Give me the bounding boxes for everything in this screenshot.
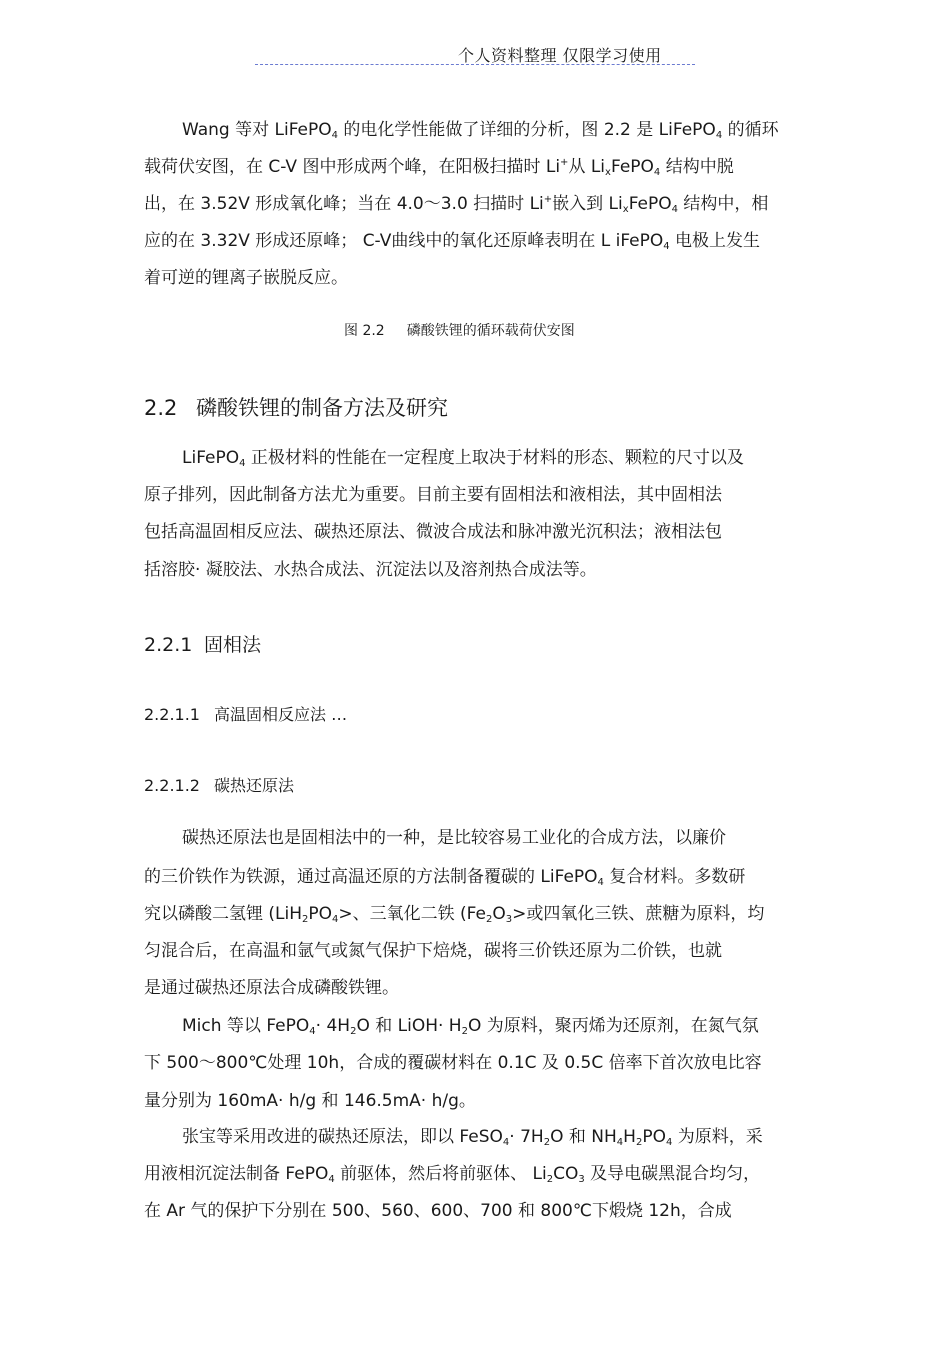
figure-caption bbox=[344, 320, 575, 340]
paragraph-line: 原子排列，因此制备方法尤为重要。目前主要有固相法和液相法，其中固相法 bbox=[144, 485, 722, 505]
subsubsection-heading: 2.2.1.2 碳热还原法 bbox=[144, 776, 295, 795]
paragraph-line: 用液相沉淀法制备 FePO$_4$ 前驱体，然后将前驱体、 $Li_2CO_3$ 及导电碳黑混合均匀， bbox=[144, 1164, 761, 1185]
paragraph-line: 出，在 3.52V 形成氧化峰；当在 4.0～3.0 扫描时 Li+嵌入到 $Li_xFePO_4$ 结构中，相 bbox=[144, 194, 769, 215]
paragraph-line: Wang 等对 LiFePO$_4$ 的电化学性能做了详细的分析，图 2.2 是 LiFePO$_4$ 的循环 bbox=[182, 120, 779, 141]
section-heading: 2.2 磷酸铁锂的制备方法及研究 bbox=[144, 396, 448, 420]
subsection-heading: 2.2.1 固相法 bbox=[144, 634, 262, 656]
paragraph-line: 载荷伏安图，在 C-V 图中形成两个峰，在阳极扫描时 Li+从 $Li_xFePO_4$ 结构中脱 bbox=[144, 157, 734, 178]
paragraph-line: 量分别为 160mA· h/g 和 146.5mA· h/g。 bbox=[144, 1091, 476, 1111]
paragraph-line: 张宝等采用改进的碳热还原法，即以 FeSO$_4$· $7H_2O$ 和 $NH_4H_2PO_4$ 为原料，采 bbox=[182, 1127, 763, 1148]
paragraph-line: 应的在 3.32V 形成还原峰； C-V曲线中的氧化还原峰表明在 L iFePO$_4$ 电极上发生 bbox=[144, 231, 761, 252]
figure-label: 图 2.2 bbox=[344, 323, 385, 339]
paragraph-line: 在 Ar 气的保护下分别在 500、560、600、700 和 800℃下煅烧 12h，合成 bbox=[144, 1201, 732, 1221]
paragraph-line: 着可逆的锂离子嵌脱反应。 bbox=[144, 268, 348, 288]
paragraph-line: 是通过碳热还原法合成磷酸铁锂。 bbox=[144, 978, 399, 998]
page-header: 个人资料整理 仅限学习使用 bbox=[458, 46, 662, 65]
paragraph-line: 括溶胶· 凝胶法、水热合成法、沉淀法以及溶剂热合成法等。 bbox=[144, 560, 597, 580]
figure-caption-text: 磷酸铁锂的循环载荷伏安图 bbox=[406, 323, 575, 339]
paragraph-line: 的三价铁作为铁源，通过高温还原的方法制备覆碳的 LiFePO$_4$ 复合材料。多数研 bbox=[144, 867, 746, 888]
paragraph-line: 究以磷酸二氢锂 ($LiH_2PO_4>$、三氧化二铁 ($Fe_2O_3>$或四氧化三铁、蔗糖为原料，均 bbox=[144, 904, 765, 925]
paragraph-line: 碳热还原法也是固相法中的一种，是比较容易工业化的合成方法，以廉价 bbox=[182, 828, 726, 848]
header-rule bbox=[255, 64, 695, 65]
subsubsection-heading: 2.2.1.1 高温固相反应法 … bbox=[144, 705, 348, 724]
paragraph-line: LiFePO$_4$ 正极材料的性能在一定程度上取决于材料的形态、颗粒的尺寸以及 bbox=[182, 448, 744, 469]
paragraph-line: 匀混合后，在高温和氩气或氮气保护下焙烧，碳将三价铁还原为二价铁，也就 bbox=[144, 941, 722, 961]
paragraph-line: 下 500～800℃处理 10h，合成的覆碳材料在 0.1C 及 0.5C 倍率下首次放电比容 bbox=[144, 1053, 762, 1073]
paragraph-line: Mich 等以 FePO$_4$· $4H_2O$ 和 LiOH· $H_2O$ 为原料，聚丙烯为还原剂，在氮气氛 bbox=[182, 1016, 759, 1037]
paragraph-line: 包括高温固相反应法、碳热还原法、微波合成法和脉冲激光沉积法；液相法包 bbox=[144, 522, 722, 542]
